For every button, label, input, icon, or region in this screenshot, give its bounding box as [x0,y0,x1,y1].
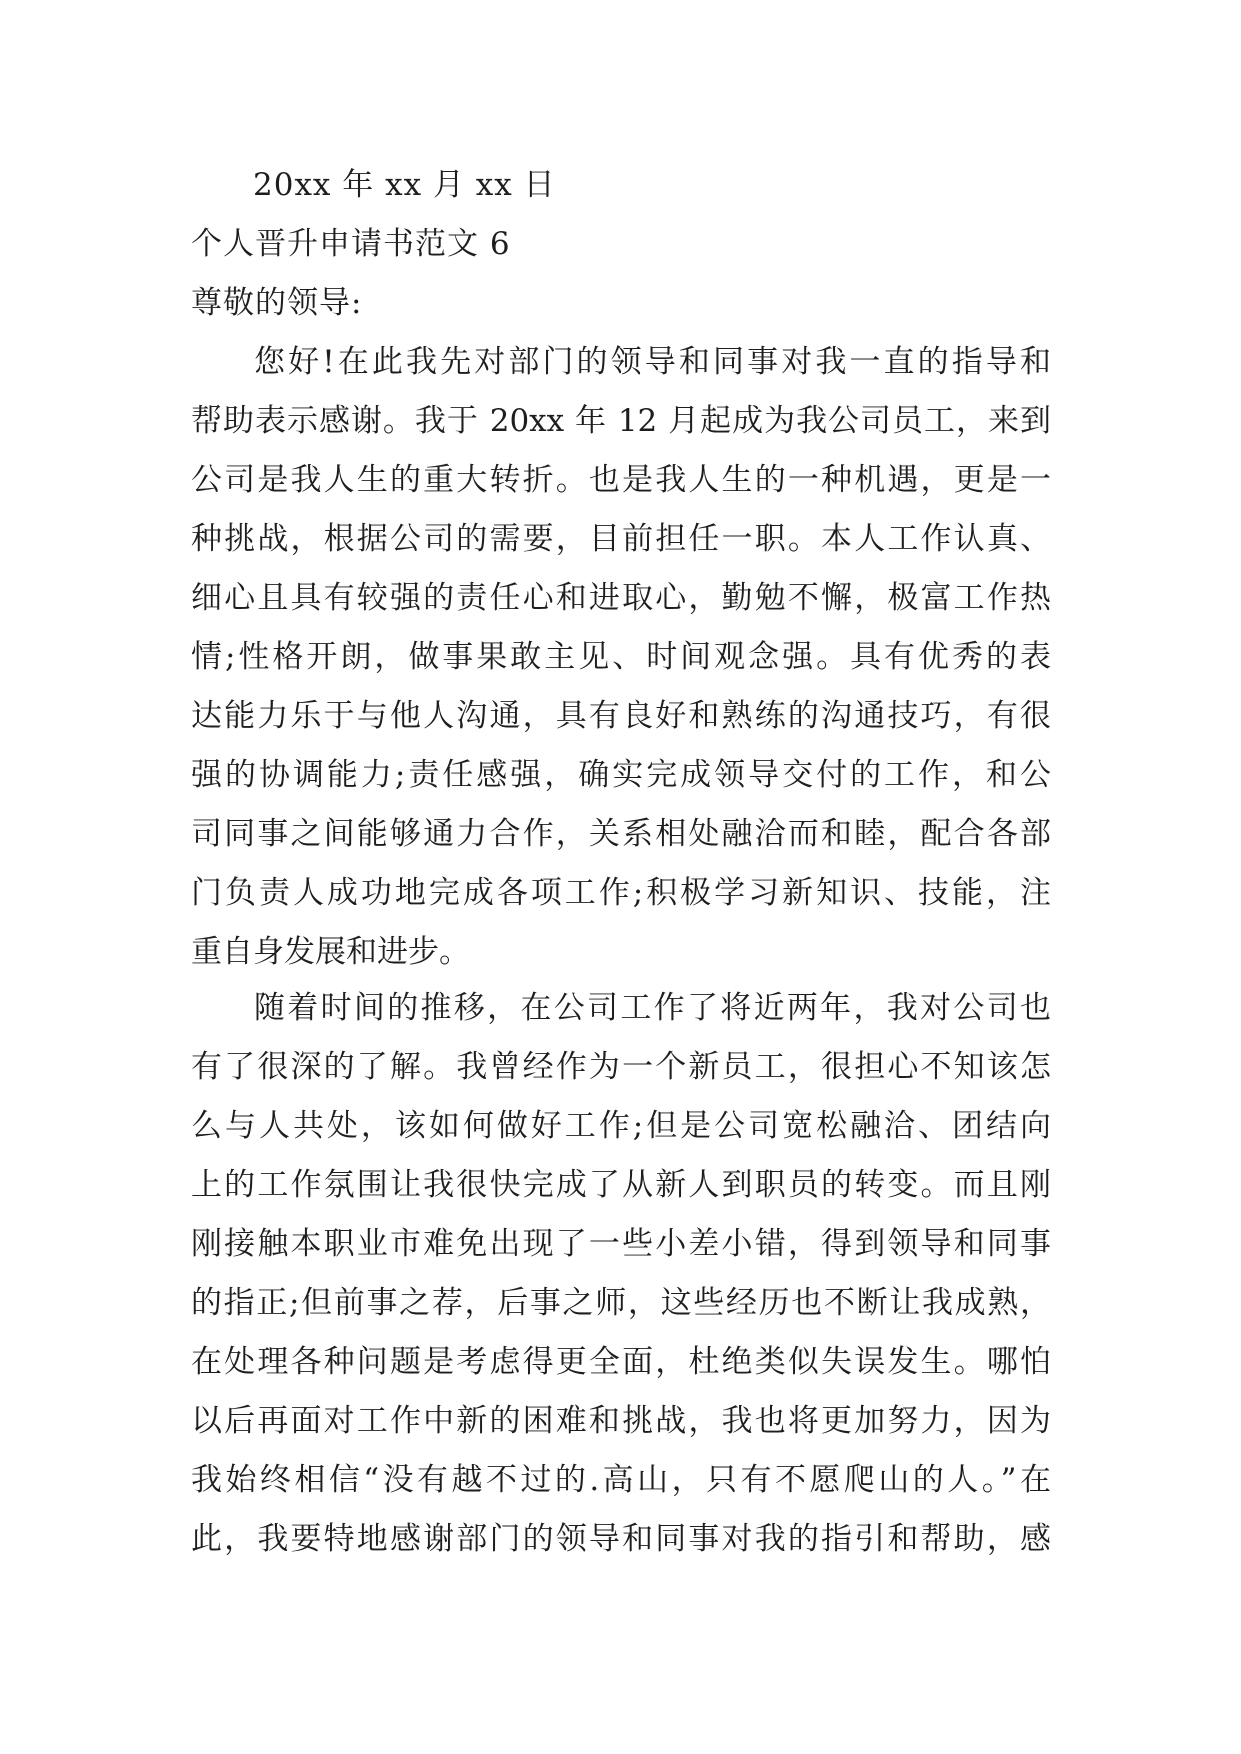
paragraph-line: 在处理各种问题是考虑得更全面，杜绝类似失误发生。哪怕 [191,1344,1051,1380]
paragraph-line: 此，我要特地感谢部门的领导和同事对我的指引和帮助，感 [191,1521,1051,1557]
paragraph-line: 帮助表示感谢。我于 20xx 年 12 月起成为我公司员工，来到 [191,403,1051,439]
paragraph-line: 以后再面对工作中新的困难和挑战，我也将更加努力，因为 [191,1403,1051,1439]
paragraph-line: 公司是我人生的重大转折。也是我人生的一种机遇，更是一 [191,462,1051,498]
paragraph-line: 种挑战，根据公司的需要，目前担任一职。本人工作认真、 [191,521,1051,557]
paragraph-line: 情;性格开朗，做事果敢主见、时间观念强。具有优秀的表 [191,639,1051,675]
paragraph-line: 么与人共处，该如何做好工作;但是公司宽松融洽、团结向 [191,1108,1051,1144]
body-paragraph-1 [191,333,1051,982]
salutation: 尊敬的领导: [191,285,363,321]
document-date: 20xx 年 xx 月 xx 日 [253,167,556,203]
paragraph-line: 重自身发展和进步。 [191,934,470,970]
paragraph-line: 我始终相信“没有越不过的.高山，只有不愿爬山的人。”在 [191,1462,1051,1498]
paragraph-line: 刚接触本职业市难免出现了一些小差小错，得到领导和同事 [191,1226,1051,1262]
paragraph-line: 司同事之间能够通力合作，关系相处融洽而和睦，配合各部 [191,816,1051,852]
paragraph-line: 细心且具有较强的责任心和进取心，勤勉不懈，极富工作热 [191,580,1051,616]
body-paragraph-2 [191,979,1051,1569]
paragraph-line: 门负责人成功地完成各项工作;积极学习新知识、技能，注 [191,875,1051,911]
paragraph-line: 上的工作氛围让我很快完成了从新人到职员的转变。而且刚 [191,1167,1051,1203]
paragraph-line: 有了很深的了解。我曾经作为一个新员工，很担心不知该怎 [191,1049,1051,1085]
paragraph-line: 的指正;但前事之荐，后事之师，这些经历也不断让我成熟， [191,1285,1051,1321]
paragraph-line: 达能力乐于与他人沟通，具有良好和熟练的沟通技巧，有很 [191,698,1051,734]
paragraph-line: 您好!在此我先对部门的领导和同事对我一直的指导和 [254,344,1051,380]
paragraph-line: 随着时间的推移，在公司工作了将近两年，我对公司也 [254,990,1051,1026]
document-title: 个人晋升申请书范文 6 [191,226,511,262]
paragraph-line: 强的协调能力;责任感强，确实完成领导交付的工作，和公 [191,757,1051,793]
